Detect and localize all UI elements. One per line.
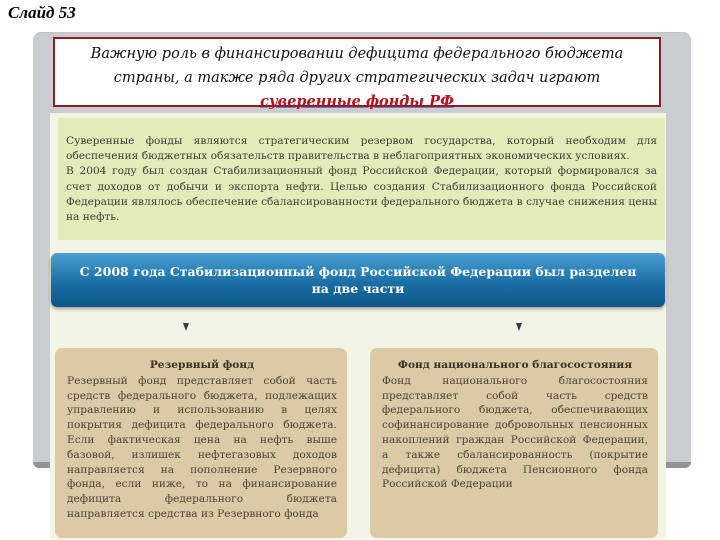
split-banner (51, 253, 665, 307)
welfare-fund-text: Фонд национального благосостояния представляет собой часть средств федерального бюджета, обеспечивающих софинансирование добровольных пенсионных накоплений граждан Российской Федерации, а также сбалансированность (покрытие дефицита) бюджета Пенсионного фонда Российской Федерации (382, 374, 648, 491)
reserve-fund-title: Резервный фонд (149, 359, 255, 371)
welfare-fund-title: Фонд национального благосостояния (397, 359, 633, 371)
intro-paragraph-2: В 2004 году был создан Стабилизационный фонд Российской Федерации, который формировался за счет доходов от добычи и экспорта нефти. Целью создания Стабилизационного фонда Российской Федерации являлось обеспечение сбалансированности федерального бюджета в случае снижения цены на нефть. (66, 165, 657, 224)
arrow-down-right-icon (516, 323, 522, 331)
intro-panel (58, 118, 665, 240)
intro-paragraph-1: Суверенные фонды являются стратегическим резервом государства, который необходим для обеспечения бюджетных обязательств правительства в неблагоприятных экономических условиях. (66, 135, 657, 163)
reserve-fund-text: Резервный фонд представляет собой часть средств федерального бюджета, подлежащих управлению и использованию в целях покрытия дефицита федерального бюджета. Если фактическая цена на нефть выше базовой, излишек нефтегазовых доходов направляется на пополнение Резервного фонда, если ниже, то на финансирование дефицита федерального бюджета направляется средства из Резервного фонда (67, 374, 337, 520)
banner-line-1: С 2008 года Стабилизационный фонд Российской Федерации был разделен (79, 264, 637, 279)
title-box (53, 37, 661, 110)
banner-line-2: на две части (311, 281, 405, 296)
slide-label: Слайд 53 (8, 3, 76, 22)
reserve-fund-card (55, 348, 347, 538)
arrow-down-left-icon (183, 323, 189, 331)
title-line-2: страны, а также ряда других стратегических задач играют (113, 70, 601, 86)
title-highlight: суверенные фонды РФ (260, 93, 454, 110)
title-line-1: Важную роль в финансировании дефицита федерального бюджета (90, 46, 624, 62)
welfare-fund-card (370, 348, 658, 538)
